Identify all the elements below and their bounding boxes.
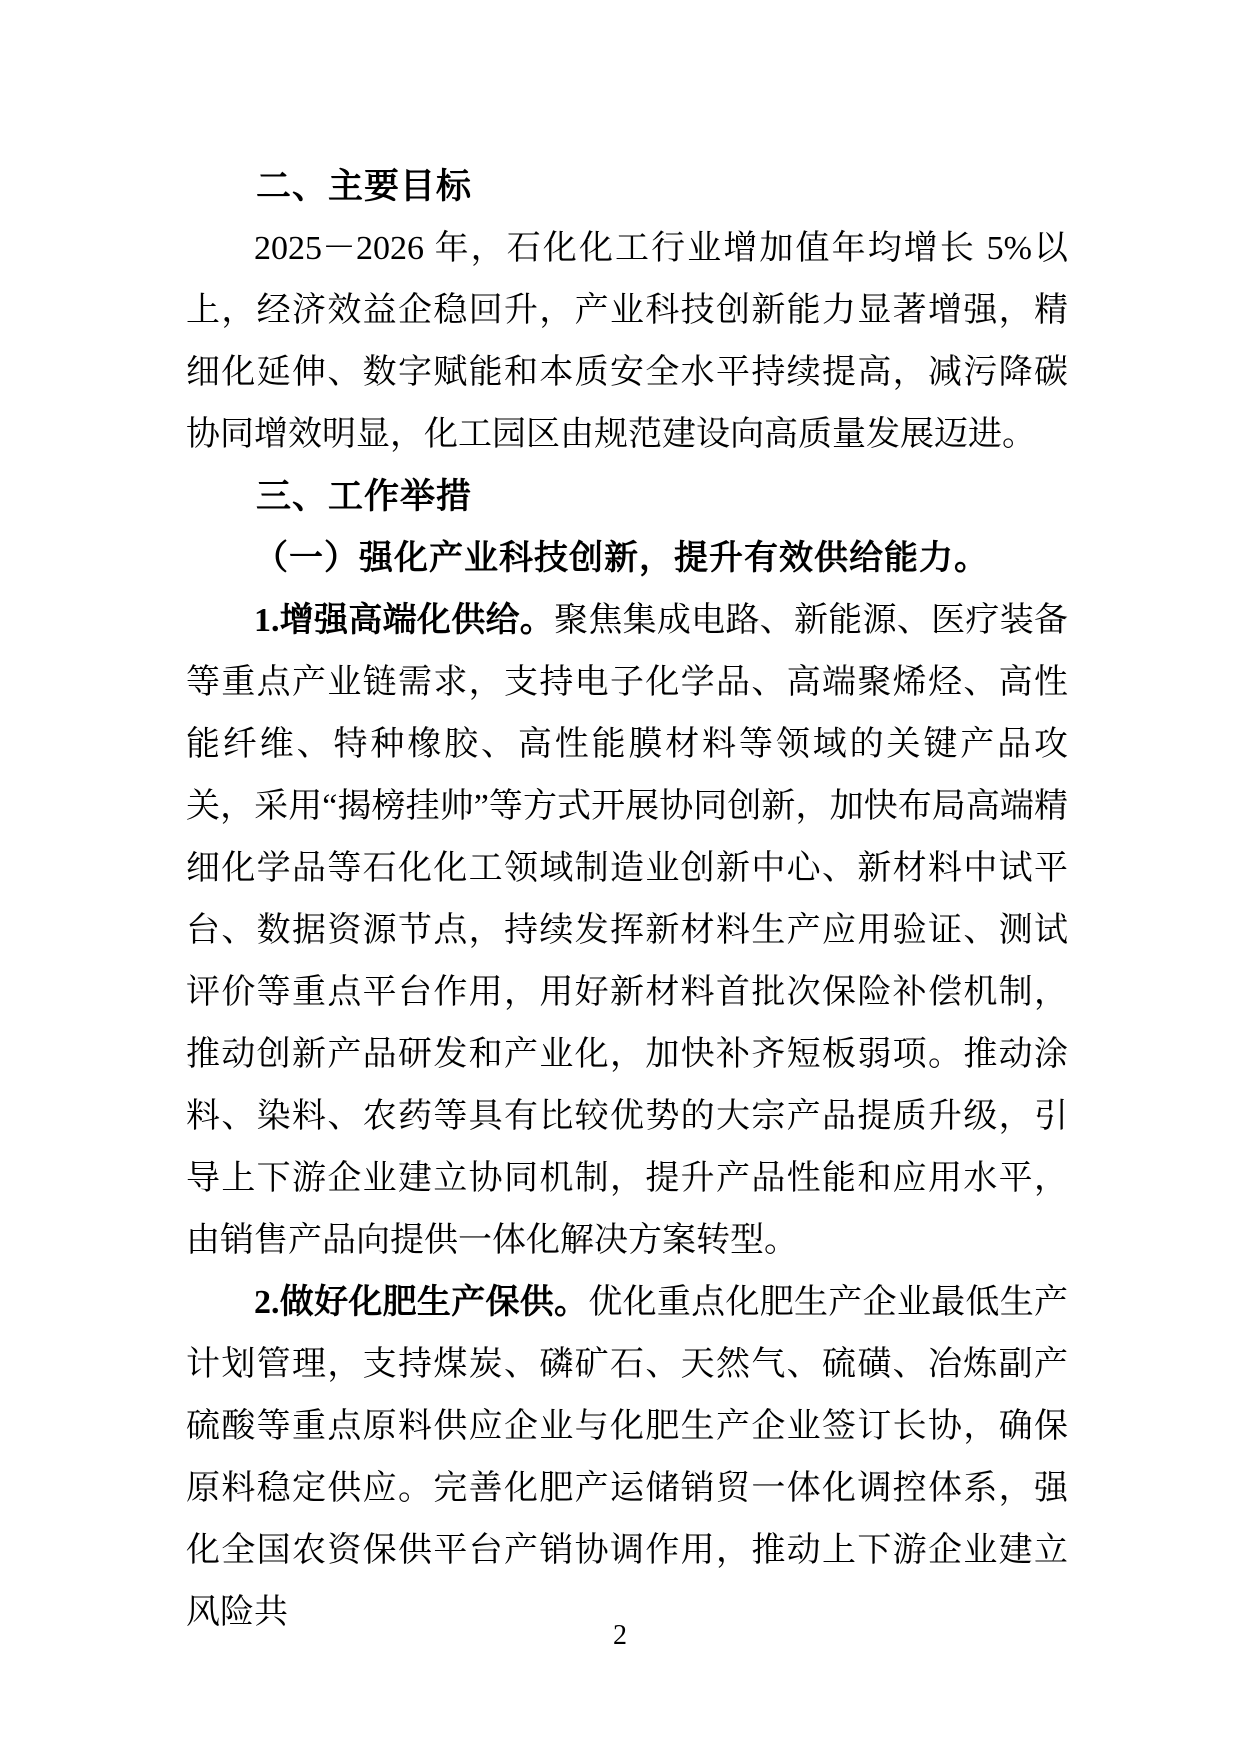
bold-run: 二、主要目标 (256, 167, 473, 206)
bold-run: 1.增强高端化供给。 (254, 602, 555, 639)
paragraph-item-1-high-end-supply (186, 590, 1068, 1272)
page-number: 2 (613, 1620, 627, 1651)
text-run: 优化重点化肥生产企业最低生产计划管理，支持煤炭、磷矿石、天然气、硫磺、冶炼副产硫酸等重点原料供应企业与化肥生产企业签订长协，确保原料稳定供应。完善化肥产运储销贸一体化调控体系，强化全国农资保供平台产销协调作用，推动上下游企业建立风险共 (186, 1284, 1069, 1631)
paragraph-main-goals (186, 218, 1068, 466)
text-run: 2025－2026 年，石化化工行业增加值年均增长 5%以上，经济效益企稳回升，产业科技创新能力显著增强，精细化延伸、数字赋能和本质安全水平持续提高，减污降碳协同增效明显，化工园区由规范建设向高质量发展迈进。 (186, 230, 1068, 453)
paragraph-item-2-fertilizer-supply (186, 1272, 1068, 1644)
text-run: 聚焦集成电路、新能源、医疗装备等重点产业链需求，支持电子化学品、高端聚烯烃、高性能纤维、特种橡胶、高性能膜材料等领域的关键产品攻关，采用“揭榜挂帅”等方式开展协同创新，加快布局高端精细化学品等石化化工领域制造业创新中心、新材料中试平台、数据资源节点，持续发挥新材料生产应用验证、测试评价等重点平台作用，用好新材料首批次保险补偿机制，推动创新产品研发和产业化，加快补齐短板弱项。推动涂料、染料、农药等具有比较优势的大宗产品提质升级，引导上下游企业建立协同机制，提升产品性能和应用水平，由销售产品向提供一体化解决方案转型。 (186, 602, 1069, 1259)
section-heading-main-goals (186, 156, 1068, 218)
document-body (186, 156, 1068, 1644)
section-heading-work-measures (186, 466, 1068, 528)
bold-run: 2.做好化肥生产保供。 (254, 1284, 589, 1321)
bold-run: （一）强化产业科技创新，提升有效供给能力。 (254, 540, 989, 577)
subsection-heading-innovation (186, 528, 1068, 590)
page-footer (0, 1620, 1240, 1652)
bold-run: 三、工作举措 (256, 477, 473, 516)
